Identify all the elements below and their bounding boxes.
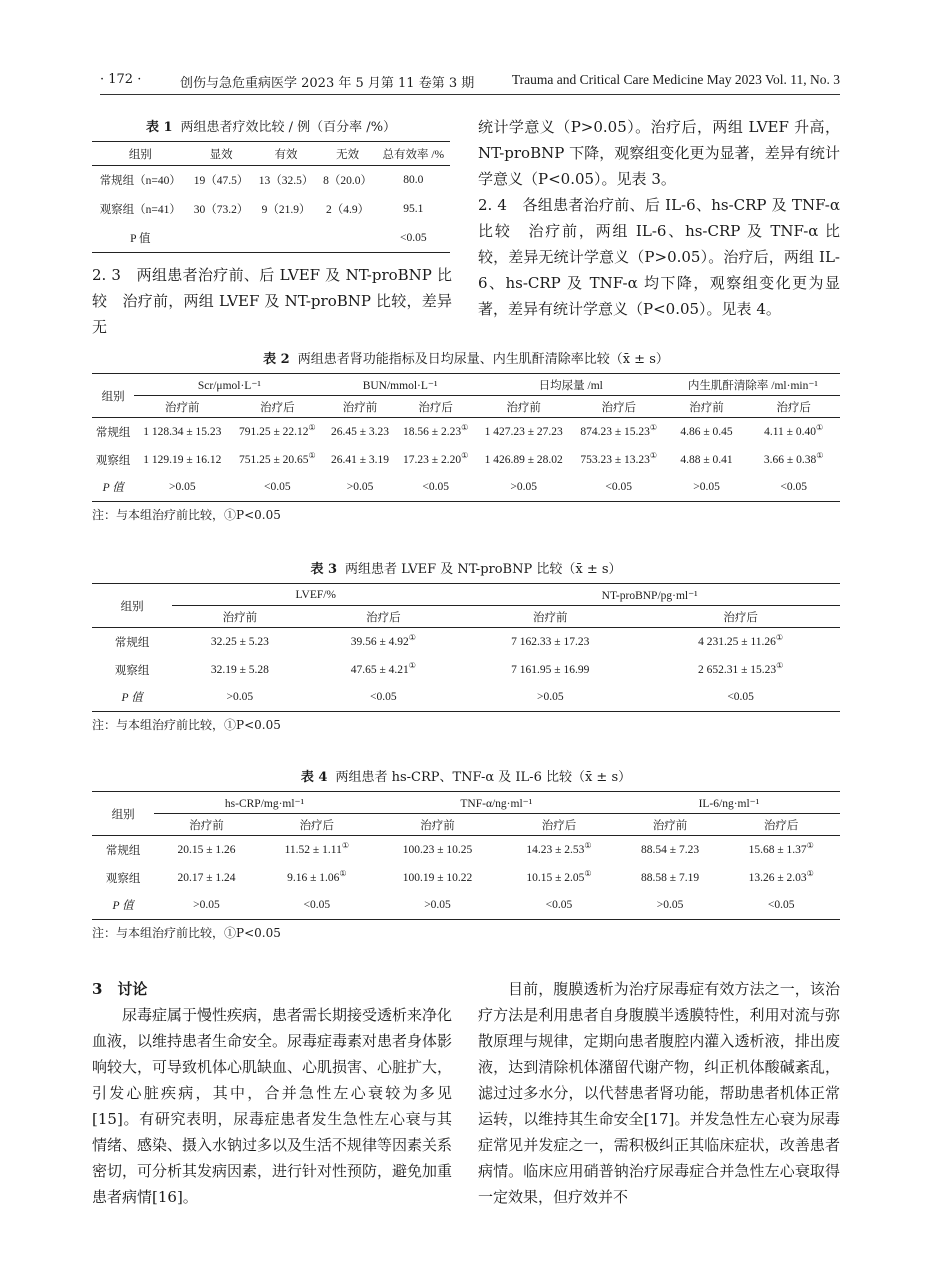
table2-subheader: 治疗前 — [342, 401, 378, 414]
discussion-heading: 3 讨论 — [92, 980, 148, 998]
table1-header-cell: 有效 — [274, 148, 298, 161]
table4-value: 88.54 ± 7.23 — [641, 843, 700, 856]
left-column-text — [92, 262, 452, 340]
table2-cell — [134, 418, 230, 446]
table3-cell — [307, 628, 459, 656]
table4-cell — [618, 892, 723, 920]
table3-cell — [92, 684, 172, 712]
table3-subheader: 治疗前 — [533, 611, 568, 624]
table1-cell — [254, 224, 319, 253]
table1-header-cell: 总有效率 /% — [382, 148, 445, 161]
table3-value: <0.05 — [727, 691, 754, 704]
table2-cell — [666, 474, 748, 502]
table4-value: 11.52 ± 1.11 — [284, 843, 342, 856]
table3 — [92, 583, 840, 712]
table1-cell: 13（32.5） — [258, 175, 314, 188]
table3-value: 39.56 ± 4.92 — [350, 635, 409, 648]
table2-cell — [747, 446, 840, 474]
table3-value: 32.19 ± 5.28 — [210, 663, 269, 676]
table4-value: 14.23 ± 2.53 — [526, 843, 585, 856]
table3-subheader: 治疗后 — [723, 611, 758, 624]
table1-cell — [189, 224, 254, 253]
table3-column-group: LVEF/% — [172, 584, 459, 606]
table2-value: 观察组 — [95, 454, 131, 467]
table3-cell — [459, 628, 641, 656]
footnote-marker: ① — [461, 422, 469, 432]
table3-value: 7 162.33 ± 17.23 — [511, 635, 590, 648]
journal-title-en: Trauma and Critical Care Medicine May 2023 Vol. 11, No. 3 — [511, 72, 840, 87]
table2-cell — [92, 446, 134, 474]
table4-cell — [618, 864, 723, 892]
table2-column-group: BUN/mmol·L⁻¹ — [324, 374, 475, 396]
table2-block — [92, 348, 840, 523]
table2-value: >0.05 — [510, 481, 537, 494]
table2-value: 18.56 ± 2.23 — [403, 425, 462, 438]
table3-value: P 值 — [121, 692, 143, 705]
table4-subheader: 治疗后 — [763, 819, 799, 832]
table2-subheader: 治疗后 — [601, 401, 636, 414]
table2-cell — [572, 446, 666, 474]
table1-caption: 表 1 两组患者疗效比较 / 例（百分率 /%） — [145, 120, 397, 135]
table4-column-group: TNF-α/ng·ml⁻¹ — [375, 792, 618, 814]
table4-value: 20.15 ± 1.26 — [177, 843, 236, 856]
discussion-right — [478, 976, 840, 1210]
table1-cell: 80.0 — [403, 174, 424, 187]
table2-value: 17.23 ± 2.20 — [403, 453, 462, 466]
table2-cell — [666, 418, 748, 446]
table3-column-group: NT-proBNP/pg·ml⁻¹ — [459, 584, 840, 606]
table2-caption: 表 2 两组患者肾功能指标及日均尿量、内生肌酐清除率比较（x̄ ± s） — [263, 352, 669, 367]
table2-cell — [230, 418, 324, 446]
table4-cell — [375, 836, 500, 864]
table2-cell — [134, 474, 230, 502]
table4-value: 13.26 ± 2.03 — [748, 871, 807, 884]
table3-subheader: 治疗前 — [222, 611, 258, 624]
table2-value: P 值 — [102, 482, 124, 495]
table3-cell — [307, 656, 459, 684]
section-2-3: 2. 3 两组患者治疗前、后 LVEF 及 NT-proBNP 比较 治疗前，两组 LVEF 及 NT-proBNP 比较，差异无 — [92, 266, 452, 336]
table3-cell — [92, 656, 172, 684]
table3-cell — [459, 656, 641, 684]
table-row — [92, 864, 840, 892]
right-column-text — [478, 114, 840, 322]
table3-value: >0.05 — [226, 691, 254, 704]
table1-cell: 19（47.5） — [193, 175, 249, 188]
table4-group-header: 组别 — [111, 808, 135, 821]
table2-cell — [396, 418, 476, 446]
table2-value: 26.45 ± 3.23 — [331, 425, 390, 438]
footnote-marker: ① — [339, 868, 347, 878]
table2-column-group: 日均尿量 /ml — [476, 374, 666, 396]
table2-value: <0.05 — [264, 481, 291, 494]
table3-value: >0.05 — [536, 691, 564, 704]
paragraph-continued: 统计学意义（P>0.05）。治疗后，两组 LVEF 升高，NT-proBNP 下降，观察组变化更为显著，差异有统计学意义（P<0.05）。见表 3。 — [478, 118, 840, 188]
table2-value: 1 426.89 ± 28.02 — [484, 453, 563, 466]
discussion-paragraph-2: 目前，腹膜透析为治疗尿毒症有效方法之一，该治疗方法是利用患者自身腹膜半透膜特性，利用对流与弥散原理与规律，定期向患者腹腔内灌入透析液，排出废液，达到清除机体潴留代谢产物，纠正机体酸碱紊乱，滤过过多水分，以代替患者肾功能，帮助患者机体正常运转，以维持其生命安全[17]。并发急性左心衰为尿毒症常见并发症之一，需积极纠正其临床症状，改善患者病情。临床应用硝普钠治疗尿毒症合并急性左心衰取得一定效果，但疗效并不 — [478, 980, 840, 1206]
footnote-marker: ① — [341, 840, 349, 850]
table2-value: <0.05 — [780, 481, 807, 494]
table4-value: >0.05 — [424, 899, 451, 912]
table-row — [92, 224, 450, 253]
table1-cell: 2（4.9） — [326, 204, 370, 216]
table2-value: 874.23 ± 15.23 — [580, 425, 650, 438]
table2-cell — [134, 446, 230, 474]
table2-value: >0.05 — [346, 481, 374, 494]
table2-cell — [230, 446, 324, 474]
footnote-marker: ① — [408, 660, 416, 670]
footnote-marker: ① — [649, 450, 658, 460]
table2-note: 注：与本组治疗前比较，①P<0.05 — [92, 508, 281, 522]
table3-cell — [641, 628, 840, 656]
table4-value: 观察组 — [105, 872, 141, 885]
table1-cell: 8（20.0） — [323, 175, 373, 188]
table2-value: 1 427.23 ± 27.23 — [484, 425, 563, 438]
table3-value: 常规组 — [114, 636, 150, 649]
table1-cell: 观察组（n=41） — [99, 204, 181, 216]
table3-value: 47.65 ± 4.21 — [350, 663, 409, 676]
footnote-marker: ① — [584, 840, 592, 850]
table2-value: 常规组 — [95, 426, 131, 439]
table2-cell — [324, 474, 395, 502]
footnote-marker: ① — [584, 868, 592, 878]
table2-cell — [476, 446, 572, 474]
table2-value: 753.23 ± 13.23 — [580, 453, 650, 466]
table2-cell — [747, 474, 840, 502]
table1-header-cell: 无效 — [336, 148, 360, 161]
table3-group-header: 组别 — [120, 600, 144, 613]
section-2-4: 2. 4 各组患者治疗前、后 IL-6、hs-CRP 及 TNF-α 比较 治疗前，两组 IL-6、hs-CRP 及 TNF-α 比较，差异无统计学意义（P>0.05）。治疗后，两组 IL-6、hs-CRP 及 TNF-α 均下降，观察组变化更为显著，差异有统计学意义（P<0.05）。见表 4。 — [478, 196, 840, 318]
table4-cell — [259, 836, 375, 864]
table2-cell — [396, 474, 476, 502]
table1-header-cell: 显效 — [209, 148, 233, 161]
table4-block — [92, 766, 840, 941]
journal-title-cn: 创伤与急危重病医学 2023 年 5 月第 11 卷第 3 期 — [180, 76, 475, 91]
table2-column-group: Scr/μmol·L⁻¹ — [134, 374, 324, 396]
table2-cell — [92, 418, 134, 446]
table-row — [92, 628, 840, 656]
table3-caption: 表 3 两组患者 LVEF 及 NT-proBNP 比较（x̄ ± s） — [310, 562, 622, 577]
footnote-marker: ① — [806, 840, 814, 850]
table3-value: 4 231.25 ± 11.26 — [698, 635, 776, 648]
table1-cell: 95.1 — [403, 203, 424, 215]
table4-subheader: 治疗后 — [541, 819, 577, 832]
table2-value: 3.66 ± 0.38 — [763, 453, 817, 466]
table3-block — [92, 558, 840, 733]
table4-cell — [722, 892, 840, 920]
table2-cell — [476, 474, 572, 502]
footnote-marker: ① — [816, 450, 824, 460]
table2-cell — [572, 474, 666, 502]
table3-value: 32.25 ± 5.23 — [210, 635, 269, 648]
table2-value: 1 129.19 ± 16.12 — [143, 453, 222, 466]
table2-value: 791.25 ± 22.12 — [238, 425, 309, 438]
table4-cell — [722, 864, 840, 892]
table3-cell — [172, 656, 307, 684]
footnote-marker: ① — [775, 632, 784, 642]
table3-value: 观察组 — [114, 664, 150, 677]
table3-value: 7 161.95 ± 16.99 — [511, 663, 590, 676]
table4-value: 20.17 ± 1.24 — [177, 871, 236, 884]
table2 — [92, 373, 840, 502]
table2-value: 4.88 ± 0.41 — [680, 453, 733, 466]
table4-value: 10.15 ± 2.05 — [526, 871, 585, 884]
footnote-marker: ① — [308, 450, 316, 460]
table-row — [92, 656, 840, 684]
table2-value: <0.05 — [605, 481, 633, 494]
table3-cell — [641, 656, 840, 684]
table2-subheader: 治疗后 — [260, 401, 295, 414]
table4-value: <0.05 — [545, 899, 573, 912]
table2-cell — [324, 418, 395, 446]
footnote-marker: ① — [461, 450, 469, 460]
table-row — [92, 166, 450, 195]
table1 — [92, 141, 450, 253]
table2-value: 751.25 ± 20.65 — [238, 453, 309, 466]
table4-cell — [92, 892, 154, 920]
table2-subheader: 治疗后 — [418, 401, 453, 414]
table2-subheader: 治疗前 — [689, 401, 724, 414]
table4-cell — [259, 892, 375, 920]
table2-subheader: 治疗后 — [776, 401, 811, 414]
table2-subheader: 治疗前 — [506, 401, 541, 414]
table4-cell — [259, 864, 375, 892]
table3-note: 注：与本组治疗前比较，①P<0.05 — [92, 718, 281, 732]
table3-value: <0.05 — [370, 691, 397, 704]
table3-cell — [172, 684, 307, 712]
table4-cell — [154, 864, 259, 892]
table3-cell — [641, 684, 840, 712]
table2-value: >0.05 — [168, 481, 196, 494]
table4-cell — [375, 864, 500, 892]
table2-value: >0.05 — [693, 481, 720, 494]
table2-value: 26.41 ± 3.19 — [331, 453, 390, 466]
table4-value: 88.58 ± 7.19 — [641, 871, 700, 884]
table4-value: <0.05 — [303, 899, 331, 912]
table2-value: 4.86 ± 0.45 — [680, 425, 733, 438]
table4-value: <0.05 — [767, 899, 795, 912]
table4-cell — [500, 836, 618, 864]
footnote-marker: ① — [408, 632, 416, 642]
footnote-marker: ① — [308, 422, 316, 432]
table3-cell — [307, 684, 459, 712]
page-header — [100, 70, 840, 95]
table-row — [92, 892, 840, 920]
table2-cell — [230, 474, 324, 502]
table2-cell — [92, 474, 134, 502]
footnote-marker: ① — [776, 660, 784, 670]
table1-cell: <0.05 — [400, 231, 427, 244]
footnote-marker: ① — [816, 422, 824, 432]
table4-cell — [500, 864, 618, 892]
table4-value: 100.19 ± 10.22 — [402, 871, 473, 884]
table2-cell — [666, 446, 748, 474]
table4-cell — [92, 836, 154, 864]
table-row — [92, 836, 840, 864]
table4-value: P 值 — [112, 900, 134, 913]
table1-cell: 30（73.2） — [193, 204, 249, 216]
table4-cell — [154, 836, 259, 864]
table2-subheader: 治疗前 — [165, 401, 200, 414]
table2-group-header: 组别 — [101, 390, 125, 403]
table3-cell — [459, 684, 641, 712]
table4-cell — [500, 892, 618, 920]
table-row — [92, 195, 450, 224]
page-number: · 172 · — [100, 72, 142, 87]
table1-cell: P 值 — [130, 232, 151, 245]
table2-cell — [324, 446, 395, 474]
table4-value: 15.68 ± 1.37 — [748, 843, 807, 856]
table4-cell — [618, 836, 723, 864]
table4-cell — [722, 836, 840, 864]
table3-subheader: 治疗后 — [366, 611, 401, 624]
table1-cell — [319, 224, 377, 253]
table2-value: 4.11 ± 0.40 — [764, 425, 816, 438]
table4-caption: 表 4 两组患者 hs-CRP、TNF-α 及 IL-6 比较（x̄ ± s） — [300, 770, 632, 785]
table4-subheader: 治疗前 — [420, 819, 455, 832]
table4-value: 常规组 — [105, 844, 141, 857]
table4-note: 注：与本组治疗前比较，①P<0.05 — [92, 926, 281, 940]
table4-subheader: 治疗后 — [299, 819, 335, 832]
table4-value: 9.16 ± 1.06 — [287, 871, 340, 884]
table1-cell: 9（21.9） — [261, 204, 311, 216]
discussion-left — [92, 976, 452, 1210]
table4-value: >0.05 — [193, 899, 220, 912]
table1-header-cell: 组别 — [128, 148, 152, 161]
table2-cell — [572, 418, 666, 446]
table4-subheader: 治疗前 — [652, 819, 688, 832]
table1-block — [92, 116, 450, 253]
table4-subheader: 治疗前 — [189, 819, 224, 832]
table4-value: >0.05 — [656, 899, 684, 912]
table3-cell — [92, 628, 172, 656]
table4-cell — [154, 892, 259, 920]
table-row — [92, 418, 840, 446]
table4-column-group: hs-CRP/mg·ml⁻¹ — [154, 792, 375, 814]
table4-column-group: IL-6/ng·ml⁻¹ — [618, 792, 840, 814]
table4-value: 100.23 ± 10.25 — [402, 843, 473, 856]
table2-cell — [747, 418, 840, 446]
discussion-paragraph-1: 尿毒症属于慢性疾病，患者需长期接受透析来净化血液，以维持患者生命安全。尿毒症毒素对患者身体影响较大，可导致机体心肌缺血、心肌损害、心脏扩大，引发心脏疾病，其中，合并急性左心衰较为多见[15]。有研究表明，尿毒症患者发生急性左心衰与其情绪、感染、摄入水钠过多以及生活不规律等因素关系密切，可分析其发病因素，进行针对性预防，避免加重患者病情[16]。 — [92, 1006, 453, 1206]
table2-cell — [396, 446, 476, 474]
table2-value: 1 128.34 ± 15.23 — [143, 425, 222, 438]
table2-value: <0.05 — [422, 481, 449, 494]
table-row — [92, 684, 840, 712]
table-row — [92, 474, 840, 502]
footnote-marker: ① — [649, 422, 658, 432]
table-row — [92, 446, 840, 474]
table3-value: 2 652.31 ± 15.23 — [697, 663, 777, 676]
table4-cell — [375, 892, 500, 920]
table4-cell — [92, 864, 154, 892]
table1-cell: 常规组（n=40） — [99, 175, 181, 188]
table4 — [92, 791, 840, 920]
table3-cell — [172, 628, 307, 656]
table2-cell — [476, 418, 572, 446]
table2-column-group: 内生肌酐清除率 /ml·min⁻¹ — [666, 374, 840, 396]
footnote-marker: ① — [806, 868, 814, 878]
